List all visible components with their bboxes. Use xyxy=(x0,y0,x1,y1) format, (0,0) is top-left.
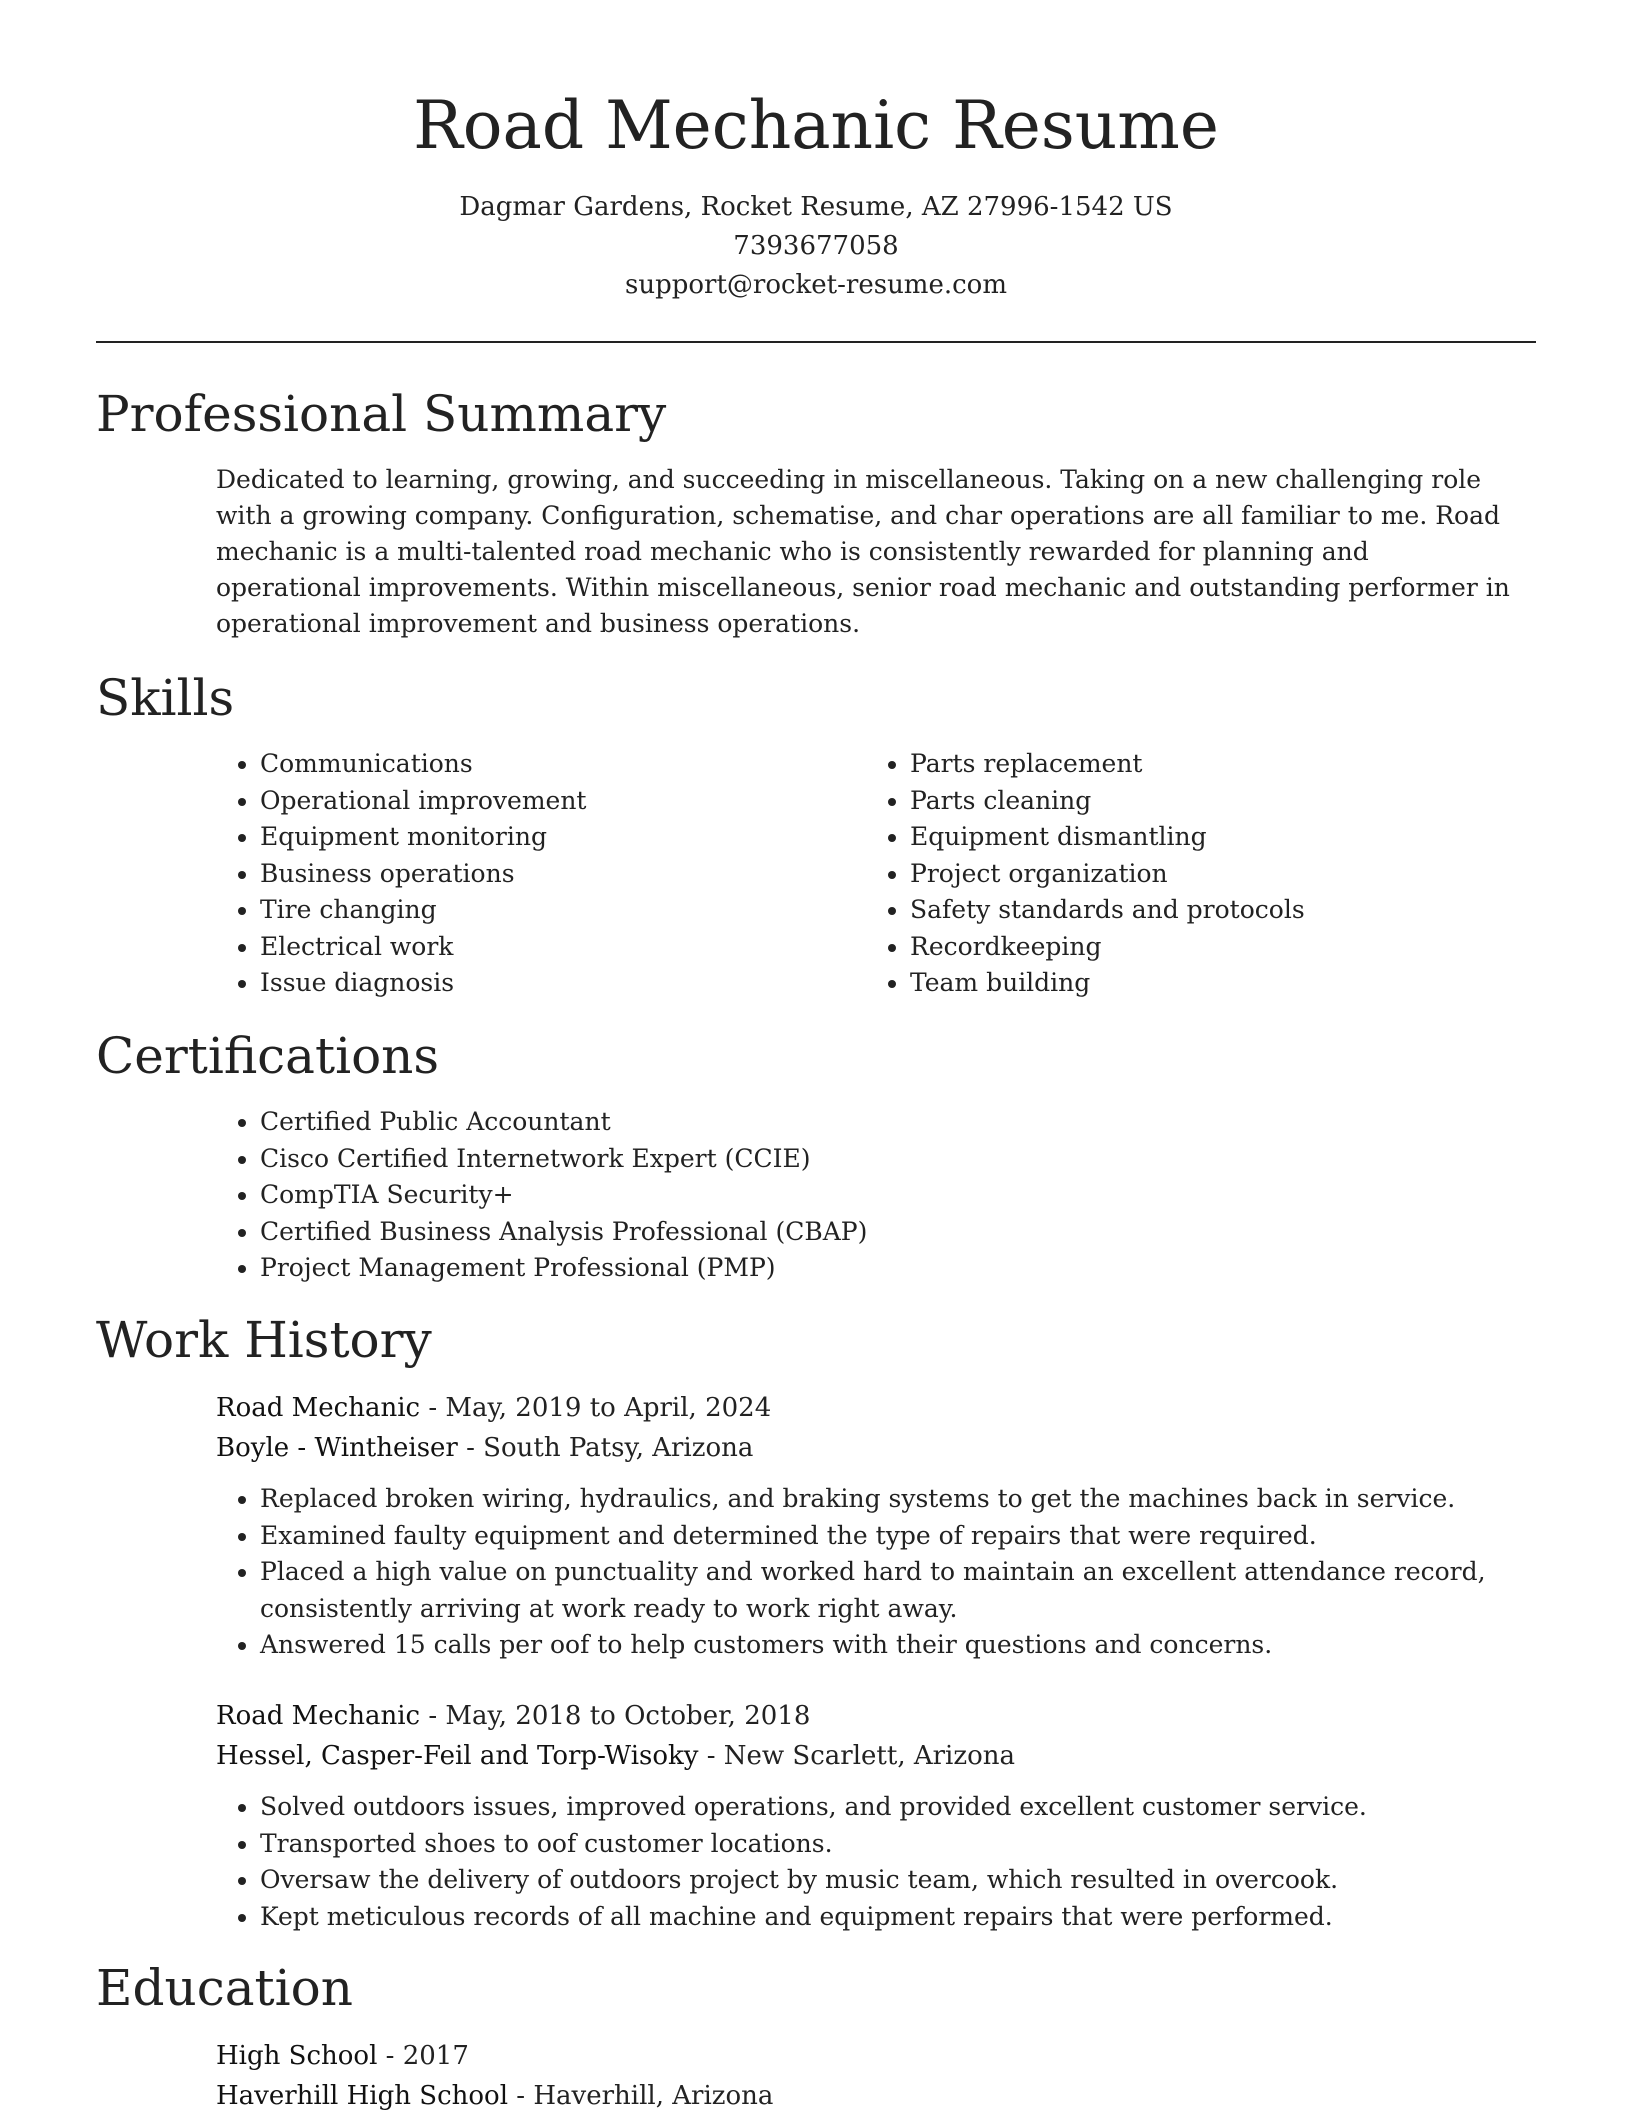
list-item: • Examined faulty equipment and determined the type of repairs that were required. xyxy=(260,1518,1500,1555)
address-text: Dagmar Gardens, Rocket Resume, AZ 27996-1542 US xyxy=(459,192,1173,222)
list-item: • Replaced broken wiring, hydraulics, and braking systems to get the machines back in service. xyxy=(260,1481,1500,1518)
list-item: • Parts replacement xyxy=(910,746,1550,783)
list-item: • Safety standards and protocols xyxy=(910,892,1550,929)
education-year: - 2017 xyxy=(377,2041,469,2071)
list-item: • Transported shoes to oof customer locations. xyxy=(260,1826,1560,1863)
summary-heading: Professional Summary xyxy=(96,385,667,443)
list-item: • Oversaw the delivery of outdoors project by music team, which resulted in overcook. xyxy=(260,1862,1560,1899)
job-company-line xyxy=(216,1736,1015,1776)
list-item: • Operational improvement xyxy=(260,783,860,820)
job-location: - New Scarlett, Arizona xyxy=(698,1741,1015,1771)
list-item: • Recordkeeping xyxy=(910,929,1550,966)
list-item: • Project organization xyxy=(910,856,1550,893)
summary-text: Dedicated to learning, growing, and succeeding in miscellaneous. Taking on a new challenging role with a growing company. Configuration, schematise, and char operations are all familiar to me. Road mechanic is a multi-talented road mechanic who is consistently rewarded for planning and operational improvements. Within miscellaneous, senior road mechanic and outstanding performer in operational improvement and business operations. xyxy=(216,465,1510,638)
contact-info xyxy=(96,188,1536,305)
list-item: • Placed a high value on punctuality and worked hard to maintain an excellent attendance record, consistently arriving at work ready to work right away. xyxy=(260,1554,1500,1627)
skills-list-left xyxy=(216,746,860,1002)
resume-header xyxy=(96,82,1536,305)
work-history-heading: Work History xyxy=(96,1311,432,1369)
list-item: • Communications xyxy=(260,746,860,783)
certifications-heading: Certifications xyxy=(96,1027,440,1085)
job-location: - South Patsy, Arizona xyxy=(457,1433,754,1463)
job-title-line xyxy=(216,1696,810,1736)
header-divider xyxy=(96,341,1536,343)
job-company-line xyxy=(216,1428,753,1468)
phone-text: 7393677058 xyxy=(733,231,899,261)
job-dates: - May, 2018 to October, 2018 xyxy=(420,1701,811,1731)
job-title-line xyxy=(216,1388,771,1428)
list-item: • Issue diagnosis xyxy=(260,965,860,1002)
list-item: • Cisco Certified Internetwork Expert (CCIE) xyxy=(260,1141,1560,1178)
education-location: - Haverhill, Arizona xyxy=(508,2081,774,2111)
list-item: • Equipment monitoring xyxy=(260,819,860,856)
skills-list-right xyxy=(866,746,1550,1002)
job-role: Road Mechanic xyxy=(216,1393,421,1423)
list-item: • Answered 15 calls per oof to help customers with their questions and concerns. xyxy=(260,1627,1500,1664)
education-school-line xyxy=(216,2076,773,2116)
job-role: Road Mechanic xyxy=(216,1701,421,1731)
list-item: • Tire changing xyxy=(260,892,860,929)
certifications-list xyxy=(216,1104,1560,1287)
email-text: support@rocket-resume.com xyxy=(624,270,1007,300)
resume-title: Road Mechanic Resume xyxy=(413,87,1219,164)
job-company: Hessel, Casper-Feil and Torp-Wisoky xyxy=(216,1741,699,1771)
job-company: Boyle - Wintheiser xyxy=(216,1433,458,1463)
education-school: Haverhill High School xyxy=(216,2081,509,2111)
list-item: • Business operations xyxy=(260,856,860,893)
education-heading: Education xyxy=(96,1959,353,2017)
list-item: • Solved outdoors issues, improved operations, and provided excellent customer service. xyxy=(260,1789,1560,1826)
list-item: • Kept meticulous records of all machine and equipment repairs that were performed. xyxy=(260,1899,1560,1936)
education-degree: High School xyxy=(216,2041,378,2071)
list-item: • Electrical work xyxy=(260,929,860,966)
education-degree-line xyxy=(216,2036,469,2076)
list-item: • CompTIA Security+ xyxy=(260,1177,1560,1214)
list-item: • Equipment dismantling xyxy=(910,819,1550,856)
list-item: • Parts cleaning xyxy=(910,783,1550,820)
list-item: • Certified Public Accountant xyxy=(260,1104,1560,1141)
list-item: • Team building xyxy=(910,965,1550,1002)
skills-heading: Skills xyxy=(96,669,235,727)
job-bullets xyxy=(216,1789,1560,1935)
list-item: • Project Management Professional (PMP) xyxy=(260,1250,1560,1287)
job-dates: - May, 2019 to April, 2024 xyxy=(420,1393,772,1423)
job-bullets xyxy=(216,1481,1500,1664)
list-item: • Certified Business Analysis Professional (CBAP) xyxy=(260,1214,1560,1251)
